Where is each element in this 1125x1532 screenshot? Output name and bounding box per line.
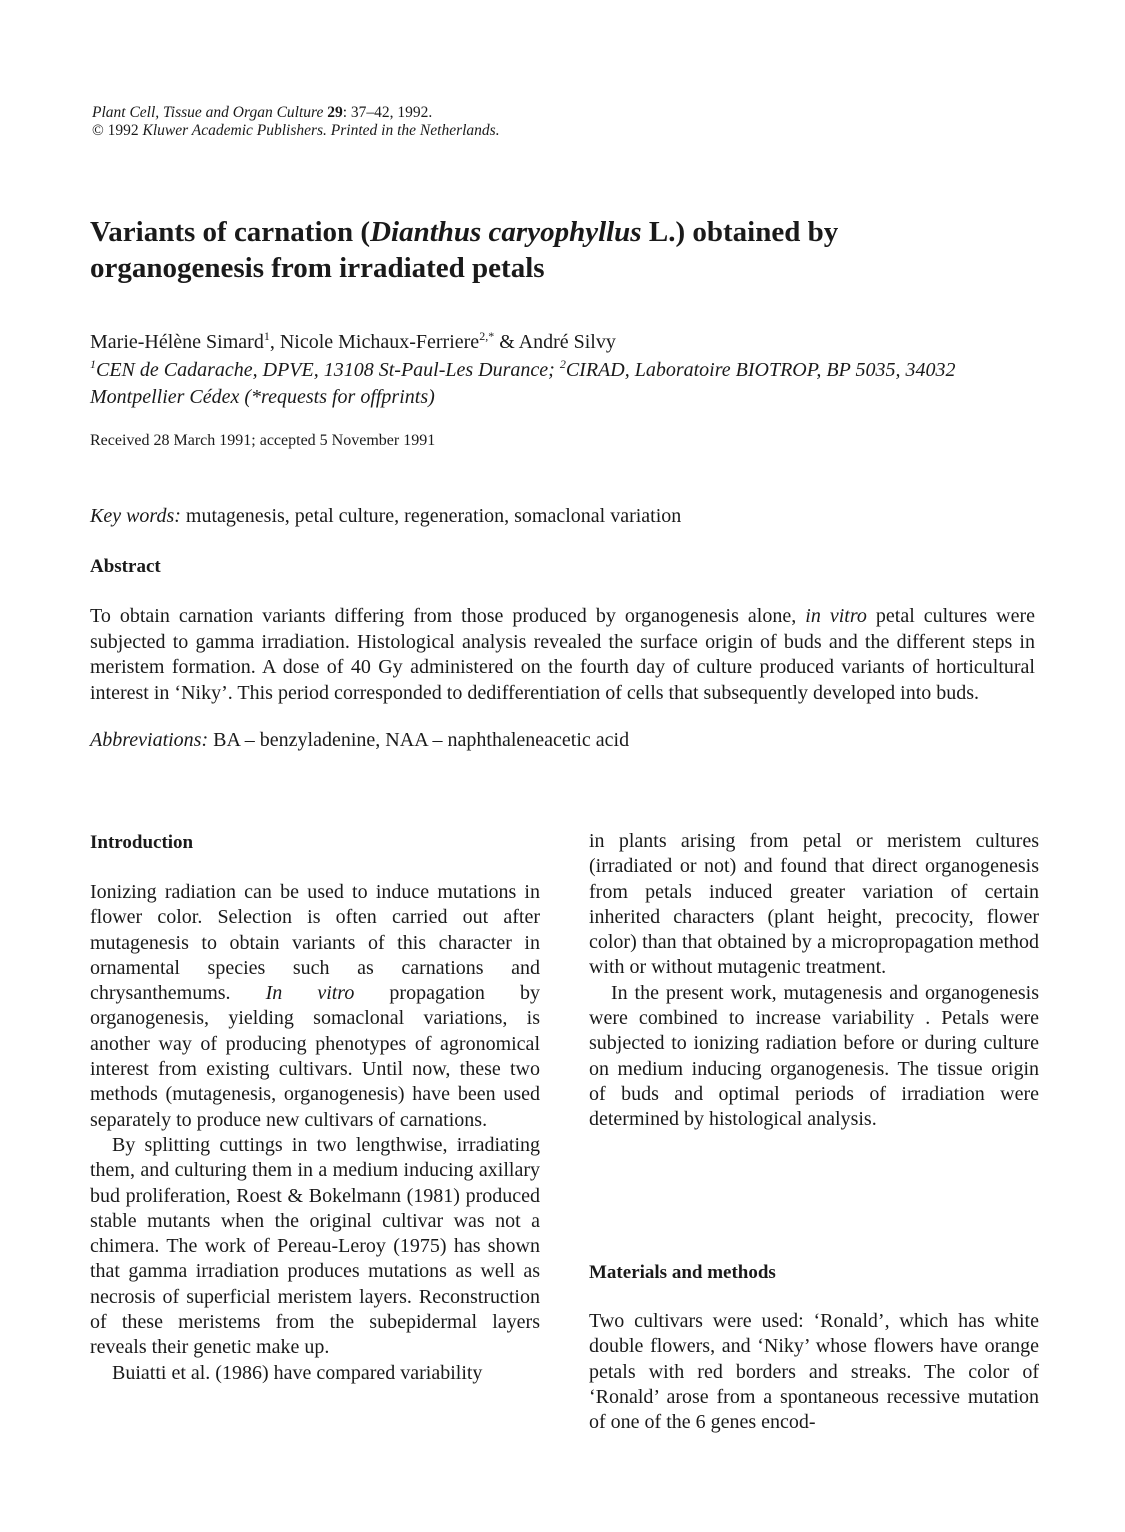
introduction-heading: Introduction [90, 832, 194, 853]
intro-paragraph: Ionizing radiation can be used to induce mutations in flower color. Selection is often carried out after mutagenesis to obtain variants of this character in ornamental species such as carnations and chrysanthemums. In vitro propagation by organogenesis, yielding somaclonal variations, is another way of producing phenotypes of agronomical interest from existing cultivars. Until now, these two methods (mutagenesis, organogenesis) have been used separately to produce new cultivars of carnations. [90, 881, 540, 1131]
intro-paragraph: in plants arising from petal or meristem cultures (irradiated or not) and found that direct organogenesis from petals induced greater variation of certain inherited characters (plant height, precocity, flower color) than that obtained by a micropropagation method with or without mutagenic treatment. [589, 830, 1039, 979]
methods-paragraph: Two cultivars were used: ‘Ronald’, which has white double flowers, and ‘Niky’ whose flowers have orange petals with red borders and streaks. The color of ‘Ronald’ arose from a spontaneous recessive mutation of one of the 6 genes encod- [589, 1310, 1039, 1434]
intro-paragraph: In the present work, mutagenesis and organogenesis were combined to increase variability . Petals were subjected to ionizing radiation before or during culture on medium inducing organogenesis. The tissue origin of buds and optimal periods of irradiation were determined by histological analysis. [589, 981, 1039, 1131]
intro-paragraph: By splitting cuttings in two lengthwise, irradiating them, and culturing them in a medium inducing axillary bud proliferation, Roest & Bokelmann (1981) produced stable mutants when the original cultivar was not a chimera. The work of Pereau-Leroy (1975) has shown that gamma irradiation produces mutations as well as necrosis of superficial meristem layers. Reconstruction of these meristems from the subepidermal layers reveals their genetic make up. [90, 1133, 540, 1359]
abbreviations: Abbreviations: BA – benzyladenine, NAA – naphthaleneacetic acid [90, 729, 630, 751]
abstract-heading: Abstract [90, 556, 161, 577]
journal-copyright: © 1992 Kluwer Academic Publishers. Printed in the Netherlands. [92, 122, 500, 139]
methods-text [589, 1309, 1039, 1435]
journal-header [92, 104, 500, 140]
abstract-text: To obtain carnation variants differing from those produced by organogenesis alone, in vitro petal cultures were subjected to gamma irradiation. Histological analysis revealed the surface origin of buds and the different steps in meristem formation. A dose of 40 Gy administered on the fourth day of culture produced variants of horticultural interest in ‘Niky’. This period corresponded to dedifferentiation of cells that subsequently developed into buds. [90, 605, 1035, 704]
intro-paragraph: Buiatti et al. (1986) have compared variability [112, 1361, 483, 1384]
keywords: Key words: mutagenesis, petal culture, regeneration, somaclonal variation [90, 505, 682, 527]
methods-heading: Materials and methods [589, 1262, 776, 1283]
affiliations: $^1$CEN de Cadarache, DPVE, 13108 St-Paul-Les Durance; $^2$CIRAD, Laboratoire BIOTROP, BP 5035, 34032 Montpellier Cédex (*requests for offprints) [90, 357, 956, 408]
journal-citation: Plant Cell, Tissue and Organ Culture 29: 37–42, 1992. [92, 104, 433, 121]
author-list: Marie-Hélène Simard$^1$, Nicole Michaux-Ferriere$^{2,*}$ & André Silvy [90, 329, 616, 353]
paper-title: Variants of carnation (Dianthus caryophyllus L.) obtained by organogenesis from irradiated petals [90, 216, 839, 284]
received-dates: Received 28 March 1991; accepted 5 November 1991 [90, 432, 436, 449]
left-column [90, 880, 540, 1386]
right-column-intro [589, 829, 1039, 1133]
